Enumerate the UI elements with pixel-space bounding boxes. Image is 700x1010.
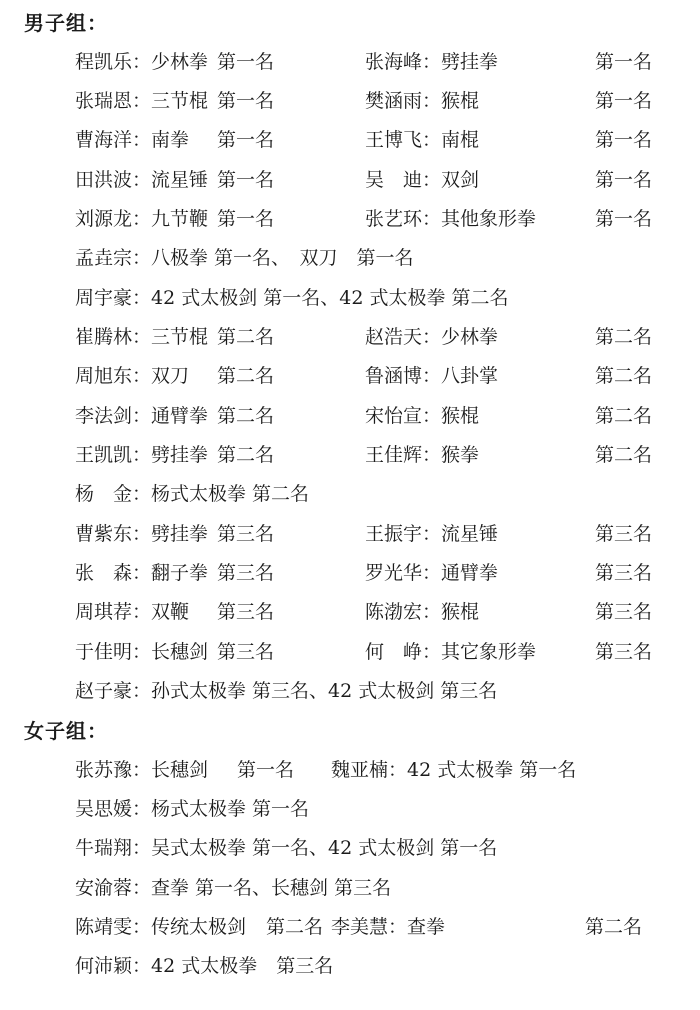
rank-label: 第一名 [595,168,653,191]
result-entry [365,404,653,427]
result-entry [365,367,652,386]
result-entry [365,640,653,663]
event-name: 三节棍 [151,325,209,348]
rank-label: 第一名 [217,168,275,191]
rank-label: 第二名 [217,325,275,348]
athlete-name: 鲁涵博： [365,365,442,388]
result-entry [75,522,365,545]
result-entry [331,918,642,937]
result-entry [365,89,653,112]
athlete-name: 樊涵雨： [365,89,442,112]
athlete-name: 罗光华： [365,561,442,584]
result-entry [365,603,652,622]
result-entry [75,168,365,191]
result-row [24,82,700,121]
athlete-name: 陈渤宏： [365,601,442,624]
result-entry [365,207,653,230]
event-name: 九节鞭 [151,207,209,230]
rank-label: 第一名 [595,207,653,230]
rank-label: 第一名 [595,50,653,73]
result-row [24,751,700,790]
athlete-name: 张瑞恩： [75,89,152,112]
athlete-name: 何沛颖： [75,955,152,978]
result-row [24,200,700,239]
event-name: 通臂拳 [441,561,499,584]
athlete-name: 张艺环： [365,207,442,230]
rank-label: 第三名 [217,640,275,663]
rank-label: 第三名 [217,522,275,545]
result-entry [365,561,653,584]
athlete-name: 于佳明： [75,640,152,663]
rank-label: 第三名 [595,561,653,584]
result-row [24,672,700,711]
result-row [24,947,700,986]
result-entry [365,168,653,191]
rank-label: 第三名 [217,561,275,584]
rank-label: 第三名 [217,601,275,624]
result-entry [365,131,652,150]
athlete-name: 陈靖雯： [75,916,152,939]
athlete-name: 安渝蓉： [75,876,152,899]
event-name: 其他象形拳 [441,207,537,230]
rank-label: 第一名 [595,129,653,152]
rank-label: 第一名 [595,89,653,112]
result-entry [365,443,653,466]
result-entry [75,682,497,701]
result-entry [75,918,331,937]
athlete-name: 周琪荐： [75,601,152,624]
result-entry [365,522,653,545]
result-row [24,278,700,317]
athlete-name: 田洪波： [75,168,152,191]
result-row [24,829,700,868]
event-name: 猴拳 [441,443,480,466]
athlete-name: 周旭东： [75,365,152,388]
athlete-name: 李美慧： [331,916,408,939]
athlete-name: 曹海洋： [75,129,152,152]
event-name: 八卦掌 [441,365,499,388]
result-row [24,908,700,947]
result-text: 查拳 第一名、长穗剑 第三名 [151,876,392,899]
event-name: 流星锤 [441,522,499,545]
rank-label: 第一名 [237,758,295,781]
result-row [24,869,700,908]
group-title: 女子组： [24,718,108,743]
athlete-name: 崔腾林： [75,325,152,348]
event-name: 通臂拳 [151,404,209,427]
result-entry [365,50,653,73]
rank-label: 第一名 [217,129,275,152]
event-name: 猴棍 [441,601,480,624]
rank-label: 第二名 [217,443,275,466]
athlete-name: 张海峰： [365,50,442,73]
rank-label: 第二名 [595,404,653,427]
result-entry [75,957,333,976]
rank-label: 第三名 [595,522,653,545]
group-mens [24,3,700,711]
event-name: 双剑 [441,168,480,191]
rank-label: 第二名 [595,443,653,466]
athlete-name: 吴思媛： [75,798,152,821]
event-name: 长穗剑 [151,758,209,781]
result-text: 42 式太极拳 第一名 [407,758,577,781]
result-text: 孙式太极拳 第三名、42 式太极剑 第三名 [151,680,498,703]
result-entry [331,758,577,781]
rank-label: 第二名 [266,916,324,939]
rank-label: 第二名 [217,365,275,388]
result-entry [75,603,365,622]
group-title: 男子组： [24,10,108,35]
event-name: 南拳 [151,129,190,152]
result-entry [75,367,365,386]
result-text: 杨式太极拳 第一名 [151,798,310,821]
result-row [24,514,700,553]
event-name: 双刀 [151,365,190,388]
athlete-name: 宋怡宣： [365,404,442,427]
group-heading-row [24,711,700,750]
result-entry [75,758,331,781]
athlete-name: 吴 迪： [365,168,442,191]
result-row [24,593,700,632]
rank-label: 第二名 [595,325,653,348]
rank-label: 第一名 [217,207,275,230]
result-row [24,475,700,514]
event-name: 南棍 [441,129,480,152]
result-row [24,396,700,435]
result-row [24,357,700,396]
athlete-name: 李法剑： [75,404,152,427]
rank-label: 第一名 [217,50,275,73]
result-row [24,160,700,199]
result-text: 杨式太极拳 第二名 [151,483,310,506]
event-name: 劈挂拳 [441,50,499,73]
athlete-name: 王凯凯： [75,443,152,466]
rank-label: 第二名 [217,404,275,427]
result-text: 42 式太极拳 第三名 [151,955,334,978]
result-entry [75,50,365,73]
result-entry [365,325,653,348]
result-text: 吴式太极拳 第一名、42 式太极剑 第一名 [151,837,498,860]
result-text: 42 式太极剑 第一名、42 式太极拳 第二名 [151,286,509,309]
athlete-name: 程凯乐： [75,50,152,73]
athlete-name: 魏亚楠： [331,758,408,781]
athlete-name: 张 森： [75,561,152,584]
event-name: 少林拳 [151,50,209,73]
athlete-name: 王振宇： [365,522,442,545]
group-heading-row [24,3,700,42]
athlete-name: 牛瑞翔： [75,837,152,860]
athlete-name: 何 峥： [365,640,442,663]
event-name: 双鞭 [151,601,190,624]
athlete-name: 杨 金： [75,483,152,506]
result-row [24,318,700,357]
result-entry [75,800,309,819]
athlete-name: 周宇豪： [75,286,152,309]
event-name: 翻子拳 [151,561,209,584]
result-entry [75,89,365,112]
result-row [24,554,700,593]
result-entry [75,876,392,899]
result-row [24,121,700,160]
result-entry [75,207,365,230]
result-entry [75,485,309,504]
result-row [24,633,700,672]
group-womens [24,711,700,986]
result-row [24,790,700,829]
event-name: 传统太极剑 [151,916,247,939]
event-name: 其它象形拳 [441,640,537,663]
result-entry [75,131,365,150]
result-entry [75,640,365,663]
result-entry [75,839,497,858]
athlete-name: 孟垚宗： [75,247,152,270]
rank-label: 第一名 [217,89,275,112]
result-entry [75,561,365,584]
athlete-name: 赵浩天： [365,325,442,348]
result-row [24,436,700,475]
event-name: 劈挂拳 [151,522,209,545]
result-text: 八极拳 第一名、 双刀 第一名 [151,247,414,270]
event-name: 流星锤 [151,168,209,191]
result-entry [75,443,365,466]
event-name: 查拳 [407,916,446,939]
event-name: 三节棍 [151,89,209,112]
result-row [24,239,700,278]
result-row [24,42,700,81]
event-name: 猴棍 [441,404,480,427]
event-name: 猴棍 [441,89,480,112]
athlete-name: 刘源龙： [75,207,152,230]
athlete-name: 王佳辉： [365,443,442,466]
athlete-name: 张苏豫： [75,758,152,781]
athlete-name: 曹紫东： [75,522,152,545]
athlete-name: 赵子豪： [75,680,152,703]
result-entry [75,325,365,348]
athlete-name: 王博飞： [365,129,442,152]
rank-label: 第二名 [595,365,653,388]
rank-label: 第三名 [595,640,653,663]
rank-label: 第三名 [595,601,653,624]
result-entry [75,249,414,268]
event-name: 劈挂拳 [151,443,209,466]
rank-label: 第二名 [585,916,643,939]
event-name: 少林拳 [441,325,499,348]
result-entry [75,286,509,309]
result-entry [75,404,365,427]
event-name: 长穗剑 [151,640,209,663]
